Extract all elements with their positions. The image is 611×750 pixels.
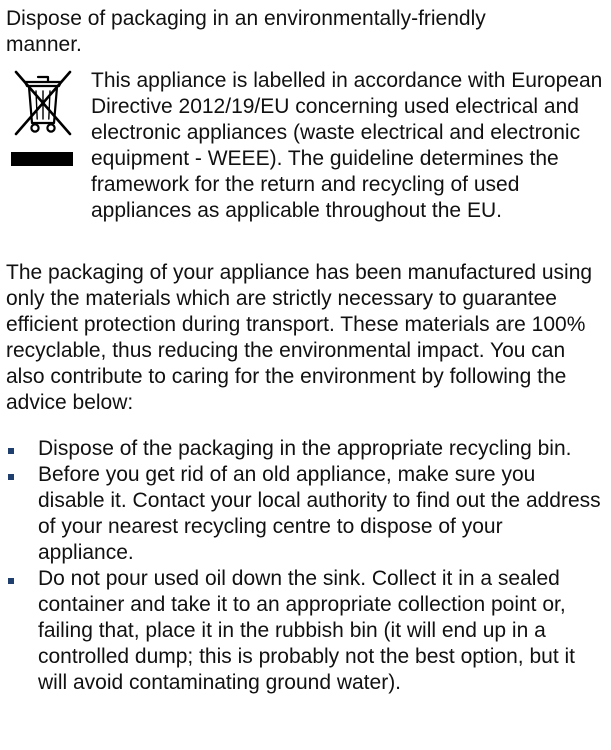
weee-paragraph: This appliance is labelled in accordance with European Directive 2012/19/EU concerning used electrical and electronic appliances (waste electrical and electronic equipment - WEEE). The guideline determines the framework for the return and recycling of used appliances as applicable throughout the EU. (91, 69, 603, 222)
list-item (6, 436, 602, 462)
packaging-paragraph: The packaging of your appliance has been manufactured using only the materials which are strictly necessary to guarantee efficient protection during transport. These materials are 100% recyclable, thus reducing the environmental impact. You can also contribute to caring for the environment by following the advice below: (6, 261, 593, 414)
list-item (6, 566, 602, 696)
weee-section (6, 68, 605, 248)
bullet-square-icon (8, 578, 14, 584)
bullet-square-icon (8, 474, 14, 480)
list-item (6, 462, 602, 566)
list-item-text: Before you get rid of an old appliance, make sure you disable it. Contact your local authority to find out the address of your nearest recycling centre to dispose of your appliance. (38, 463, 601, 564)
weee-solid-bar (11, 152, 73, 166)
list-item-text: Dispose of the packaging in the appropriate recycling bin. (38, 437, 572, 460)
advice-list (6, 436, 605, 696)
crossed-out-wheelie-bin-icon (8, 68, 78, 138)
list-item-text: Do not pour used oil down the sink. Collect it in a sealed container and take it to an appropriate collection point or, failing that, place it in the rubbish bin (it will end up in a controlled dump; this is probably not the best option, but it will avoid contaminating ground water). (38, 567, 575, 694)
intro-heading: Dispose of packaging in an environmentally-friendly manner. (6, 7, 486, 56)
bullet-square-icon (8, 448, 14, 454)
